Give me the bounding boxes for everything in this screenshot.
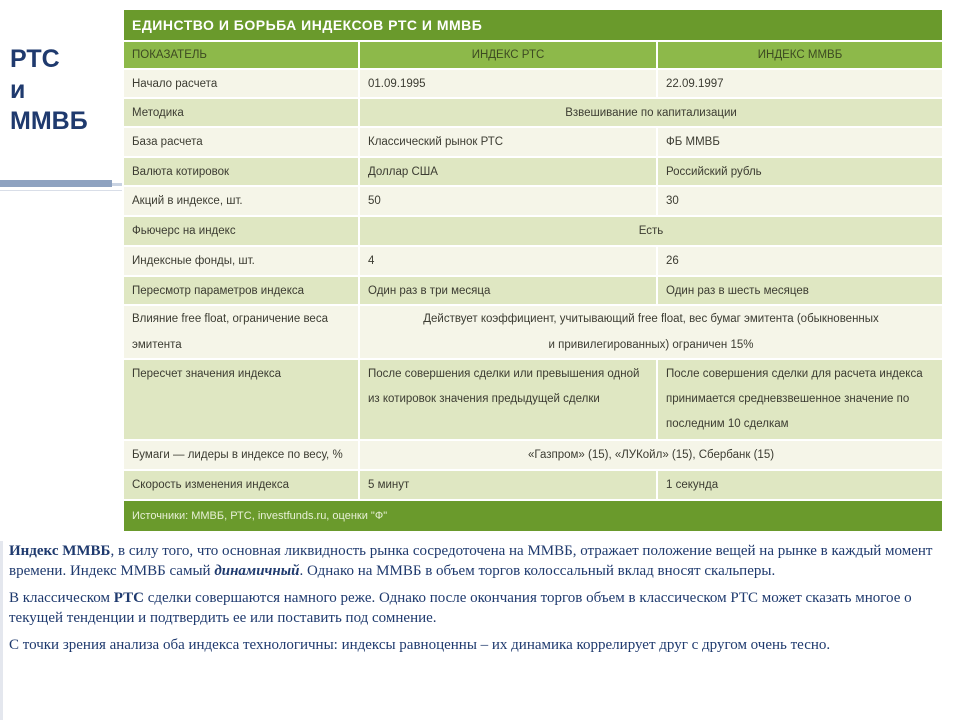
paragraph-text: В классическом (9, 590, 114, 606)
shared-value: Взвешивание по капитализации (359, 98, 943, 127)
table-title-row (123, 9, 943, 41)
explanation-text (9, 541, 944, 662)
rts-value: 01.09.1995 (359, 69, 657, 98)
table-row (123, 470, 943, 500)
row-label: Методика (123, 98, 359, 127)
row-label: Влияние free float, ограничение веса эмитента (123, 305, 359, 359)
table-row (123, 359, 943, 440)
micex-value: Российский рубль (657, 157, 943, 186)
rts-value: 5 минут (359, 470, 657, 500)
micex-value: ФБ ММВБ (657, 127, 943, 157)
row-label: Начало расчета (123, 69, 359, 98)
slide-title-line-2: и (10, 76, 26, 104)
column-header-rts: ИНДЕКС РТС (359, 41, 657, 69)
table-row (123, 440, 943, 470)
column-header-micex: ИНДЕКС ММВБ (657, 41, 943, 69)
rts-value: Один раз в три месяца (359, 276, 657, 305)
table-row (123, 98, 943, 127)
paragraph-conclusion (9, 635, 944, 655)
row-label: Скорость изменения индекса (123, 470, 359, 500)
paragraph-text: . Однако на ММВБ в объем торгов колоссальный вклад вносят скальперы. (299, 563, 776, 579)
micex-value: Один раз в шесть месяцев (657, 276, 943, 305)
paragraph-text: С точки зрения анализа оба индекса технологичны: индексы равноценны – их динамика коррелирует друг с другом очень тесно. (9, 637, 831, 653)
decorative-rule (0, 190, 122, 191)
shared-value: Действует коэффициент, учитывающий free float, вес бумаг эмитента (обыкновенных и привилегированных) ограничен 15% (359, 305, 943, 359)
table-header-row (123, 41, 943, 69)
paragraph-text: сделки совершаются намного реже. Однако после окончания торгов объем в классическом РТС может сказать многое о текущей тенденции и подтвердить ее или поставить под сомнение. (9, 590, 912, 626)
table-row (123, 127, 943, 157)
shared-value: «Газпром» (15), «ЛУКойл» (15), Сбербанк (15) (359, 440, 943, 470)
rts-value: Классический рынок РТС (359, 127, 657, 157)
row-label: Индексные фонды, шт. (123, 246, 359, 276)
slide-title-line-3: ММВБ (10, 107, 88, 135)
row-label: Фьючерс на индекс (123, 216, 359, 246)
table-row (123, 186, 943, 216)
table-row (123, 69, 943, 98)
table-source-row (123, 500, 943, 532)
row-label: База расчета (123, 127, 359, 157)
micex-value: 26 (657, 246, 943, 276)
micex-value: После совершения сделки для расчета индекса принимается средневзвешенное значение по последним 10 сделкам (657, 359, 943, 440)
micex-value: 22.09.1997 (657, 69, 943, 98)
shared-value: Есть (359, 216, 943, 246)
comparison-table-image (122, 8, 942, 532)
row-label: Пересмотр параметров индекса (123, 276, 359, 305)
row-label: Валюта котировок (123, 157, 359, 186)
rts-value: 50 (359, 186, 657, 216)
rts-value: Доллар США (359, 157, 657, 186)
row-label: Бумаги — лидеры в индексе по весу, % (123, 440, 359, 470)
table-row (123, 305, 943, 359)
paragraph-text: , в силу того, что основная ликвидность рынка сосредоточена на ММВБ, отражает положение вещей на рынке в каждый момент времени. Индекс ММВБ самый (9, 543, 933, 579)
decorative-bar (0, 180, 112, 187)
term-rts: РТС (113, 590, 144, 606)
rts-value: 4 (359, 246, 657, 276)
table-row (123, 216, 943, 246)
term-dynamic: динамичный (214, 563, 300, 579)
term-micex-index: Индекс ММВБ (9, 543, 111, 559)
paragraph-micex (9, 541, 944, 581)
slide-title (10, 44, 88, 137)
row-label: Пересчет значения индекса (123, 359, 359, 440)
column-header-indicator: ПОКАЗАТЕЛЬ (123, 41, 359, 69)
page-margin (944, 0, 960, 544)
slide-title-line-1: РТС (10, 45, 60, 73)
table-row (123, 276, 943, 305)
row-label: Акций в индексе, шт. (123, 186, 359, 216)
comparison-table (122, 8, 944, 533)
paragraph-rts (9, 588, 944, 628)
micex-value: 30 (657, 186, 943, 216)
table-source: Источники: ММВБ, РТС, investfunds.ru, оценки "Ф" (123, 500, 943, 532)
micex-value: 1 секунда (657, 470, 943, 500)
table-row (123, 246, 943, 276)
table-row (123, 157, 943, 186)
decorative-edge (0, 541, 3, 720)
table-title: ЕДИНСТВО И БОРЬБА ИНДЕКСОВ РТС И ММВБ (123, 9, 943, 41)
rts-value: После совершения сделки или превышения одной из котировок значения предыдущей сделки (359, 359, 657, 440)
